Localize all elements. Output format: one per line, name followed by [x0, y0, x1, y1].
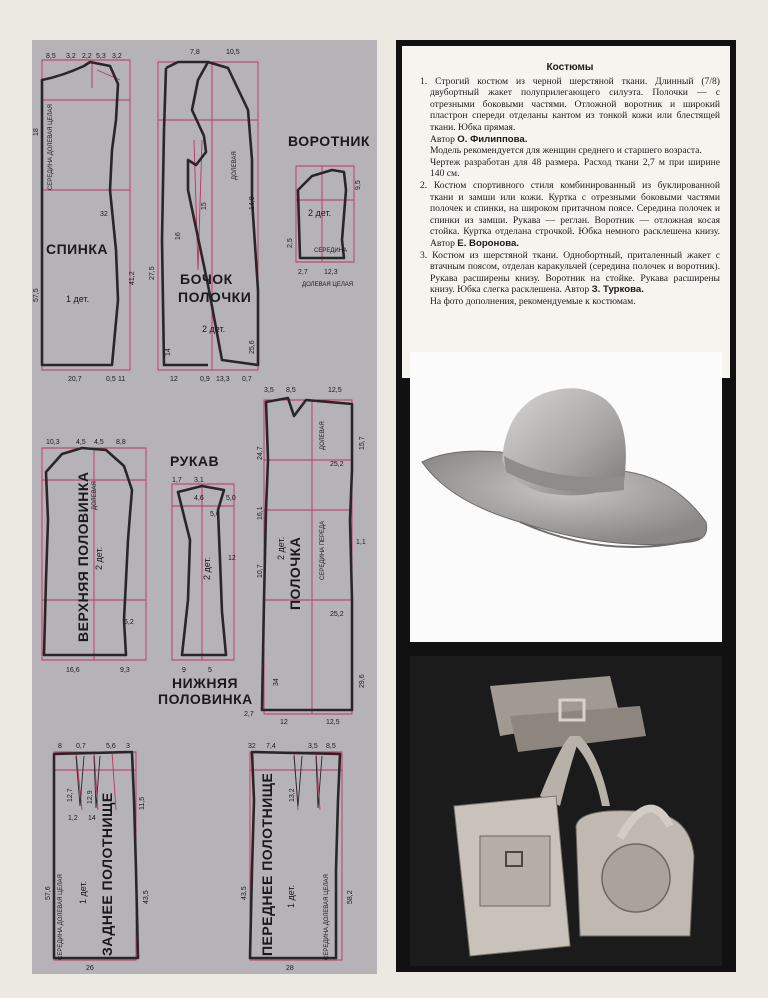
article-item-3: 3. Костюм из шерстяной ткани. Однобортный, приталенный жакет с втачным поясом, отделан каракульчей (середина полочек и воротник). Рукава расширены книзу. Воротник на стойке. Рукава расширены книзу. Юбка слегка расклешена. Автор З. Туркова. — [420, 249, 720, 296]
rukav-label: РУКАВ — [170, 453, 220, 469]
verkh-grain: ДОЛЕВАЯ — [92, 481, 98, 510]
dim: 1,7 — [172, 477, 182, 484]
dim: 3,2 — [66, 53, 76, 60]
dim: 25,2 — [330, 611, 344, 618]
dim: 41,2 — [129, 271, 136, 285]
polochka-count: 2 дет. — [276, 536, 286, 560]
zadnee-label: ЗАДНЕЕ ПОЛОТНИЩЕ — [99, 792, 115, 956]
spinka-label: СПИНКА — [46, 241, 109, 257]
dim: 0,7 — [76, 743, 86, 750]
dim: 4,6 — [194, 495, 204, 502]
polochka-grain: ДОЛЕВАЯ — [320, 421, 326, 450]
nizhnyaya-label-1: НИЖНЯЯ — [172, 675, 239, 691]
dim: 16,1 — [257, 506, 264, 520]
dim: 1,2 — [68, 815, 78, 822]
dim: 8 — [58, 743, 62, 750]
dim: 13,2 — [289, 788, 296, 802]
spinka-count: 1 дет. — [66, 294, 90, 304]
nizh-count: 2 дет. — [202, 556, 212, 580]
article-photo-note: На фото дополнения, рекомендуемые к костюмам. — [430, 295, 636, 307]
dim: 9,3 — [120, 667, 130, 674]
zadnee-center: СЕРЕДИНА ДОЛЕВАЯ ЦЕЛАЯ — [58, 874, 64, 960]
dim: 10,5 — [226, 49, 240, 56]
dim: 8,5 — [46, 53, 56, 60]
dim: 12 — [170, 376, 178, 383]
perednee-label: ПЕРЕДНЕЕ ПОЛОТНИЩЕ — [259, 772, 275, 956]
dim: 13,3 — [216, 376, 230, 383]
dim: 18 — [33, 128, 40, 136]
dim: 0,7 — [242, 376, 252, 383]
verkh-count: 2 дет. — [94, 546, 104, 570]
dim: 2,7 — [244, 711, 254, 718]
dim: 34 — [273, 678, 280, 686]
verkhnyaya-label: ВЕРХНЯЯ ПОЛОВИНКА — [75, 471, 91, 642]
dim: 9,5 — [355, 180, 362, 190]
dim: 5,6 — [210, 511, 220, 518]
piece-polochka — [244, 387, 366, 726]
dim: 5,3 — [96, 53, 106, 60]
bochok-count: 2 дет. — [202, 324, 226, 334]
vorotnik-label: ВОРОТНИК — [288, 133, 370, 149]
piece-zadnee — [45, 743, 150, 972]
dim: 12 — [280, 719, 288, 726]
piece-rukav-nizh — [158, 453, 253, 707]
dim: 24,7 — [257, 446, 264, 460]
dim: 25,6 — [249, 340, 256, 354]
hat-image — [410, 352, 722, 642]
article-author-1: Автор О. Филиппова. — [430, 133, 528, 145]
dim: 12,5 — [328, 387, 342, 394]
dim: 32 — [248, 743, 256, 750]
dim: 43,5 — [143, 890, 150, 904]
polochka-label: ПОЛОЧКА — [287, 536, 303, 610]
perednee-count: 1 дет. — [286, 884, 296, 908]
article-column — [396, 40, 736, 972]
dim: 11,5 — [139, 796, 146, 810]
dim: 3,5 — [308, 743, 318, 750]
hat-photo — [410, 352, 722, 642]
dim: 27,5 — [149, 266, 156, 280]
dim: 14 — [88, 815, 96, 822]
dim: 12,7 — [67, 788, 74, 802]
article-item-2: 2. Костюм спортивного стиля комбинированный из буклированной ткани и замши или кожи. Куртка с отрезными боковыми частями полочек и спинки, на широком притачном поясе. Середина полочек и спинки из замши. Рукава — реглан. Воротник — отложная косая стойка. Куртка отделана строчкой. Юбка немного расклешена книзу. Автор Е. Воронова. — [420, 179, 720, 249]
dim: 8,5 — [286, 387, 296, 394]
article-note-1: Модель рекомендуется для женщин среднего и старшего возраста. — [430, 145, 702, 157]
bochok-grain-line: ДОЛЕВАЯ — [232, 151, 238, 180]
dim: 14,8 — [249, 196, 256, 210]
dim: 58,2 — [347, 890, 354, 904]
dim: 0,9 — [200, 376, 210, 383]
sewing-pattern-panel — [32, 40, 377, 974]
dim: 5,6 — [106, 743, 116, 750]
vorotnik-grain: ДОЛЕВАЯ ЦЕЛАЯ — [302, 282, 354, 288]
dim: 5 — [208, 667, 212, 674]
nizhnyaya-label-2: ПОЛОВИНКА — [158, 691, 253, 707]
dim: 7,8 — [190, 49, 200, 56]
dim: 1,1 — [356, 539, 366, 546]
dim: 28 — [286, 965, 294, 972]
dim: 57,6 — [45, 886, 52, 900]
dim: 12 — [228, 555, 236, 562]
dim: 4,5 — [76, 439, 86, 446]
dim: 11 — [118, 376, 126, 383]
vorotnik-count: 2 дет. — [308, 208, 332, 218]
piece-rukav-verkh — [42, 439, 146, 674]
dim: 57,5 — [33, 288, 40, 302]
bags-photo — [410, 656, 722, 966]
bochok-label: БОЧОК — [180, 271, 233, 287]
dim: 9 — [182, 667, 186, 674]
dim: 16 — [175, 232, 182, 240]
zadnee-count: 1 дет. — [78, 880, 88, 904]
polochka-center: СЕРЕДИНА ПЕРЕДА — [320, 520, 326, 580]
piece-vorotnik — [287, 133, 370, 288]
piece-bochok — [149, 49, 258, 383]
dim: 2,2 — [82, 53, 92, 60]
dim: 12,3 — [324, 269, 338, 276]
dim: 4,5 — [94, 439, 104, 446]
dim: 15 — [201, 202, 208, 210]
dim: 6,2 — [124, 619, 134, 626]
dim: 25,2 — [330, 461, 344, 468]
dim: 3,1 — [194, 477, 204, 484]
dim: 8,8 — [116, 439, 126, 446]
dim: 3,5 — [264, 387, 274, 394]
dim: 26 — [86, 965, 94, 972]
dim: 12,9 — [87, 790, 94, 804]
dim: 7,4 — [266, 743, 276, 750]
perednee-center: СЕРЕДИНА ДОЛЕВАЯ ЦЕЛАЯ — [324, 874, 330, 960]
vorotnik-seredina: СЕРЕДИНА — [314, 248, 348, 254]
article-note-2: Чертеж разработан для 48 размера. Расход ткани 2,7 м при ширине 140 см. — [430, 156, 720, 180]
piece-perednee — [241, 743, 354, 972]
dim: 14 — [165, 348, 172, 356]
article-item-1: 1. Строгий костюм из черной шерстяной ткани. Длинный (7/8) двубортный жакет полуприлегающего силуэта. Полочки — с отрезными боковыми частями. Отложной воротник и широкий пластрон спереди отделаны кантом из тонкой кожи или блестящей ткани. Юбка прямая. — [420, 75, 720, 133]
dim: 2,5 — [287, 238, 294, 248]
dim: 32 — [100, 211, 108, 218]
dim: 15,7 — [359, 436, 366, 450]
article-title: Костюмы — [546, 62, 594, 73]
dim: 20,7 — [68, 376, 82, 383]
dim: 0,5 — [106, 376, 116, 383]
dim: 29,6 — [359, 674, 366, 688]
dim: 3 — [126, 743, 130, 750]
pattern-drawing — [32, 40, 377, 974]
polochki-label: ПОЛОЧКИ — [178, 289, 252, 305]
dim: 5,0 — [226, 495, 236, 502]
dim: 12,5 — [326, 719, 340, 726]
dim: 16,6 — [66, 667, 80, 674]
dim: 10,7 — [257, 564, 264, 578]
dim: 3,2 — [112, 53, 122, 60]
article-text — [402, 46, 730, 378]
dim: 2,7 — [298, 269, 308, 276]
spinka-center-line: СЕРЕДИНА ДОЛЕВАЯ ЦЕЛАЯ — [48, 104, 54, 190]
dim: 43,5 — [241, 886, 248, 900]
piece-spinka — [33, 53, 136, 383]
dim: 8,5 — [326, 743, 336, 750]
bags-image — [410, 656, 722, 966]
dim: 10,3 — [46, 439, 60, 446]
